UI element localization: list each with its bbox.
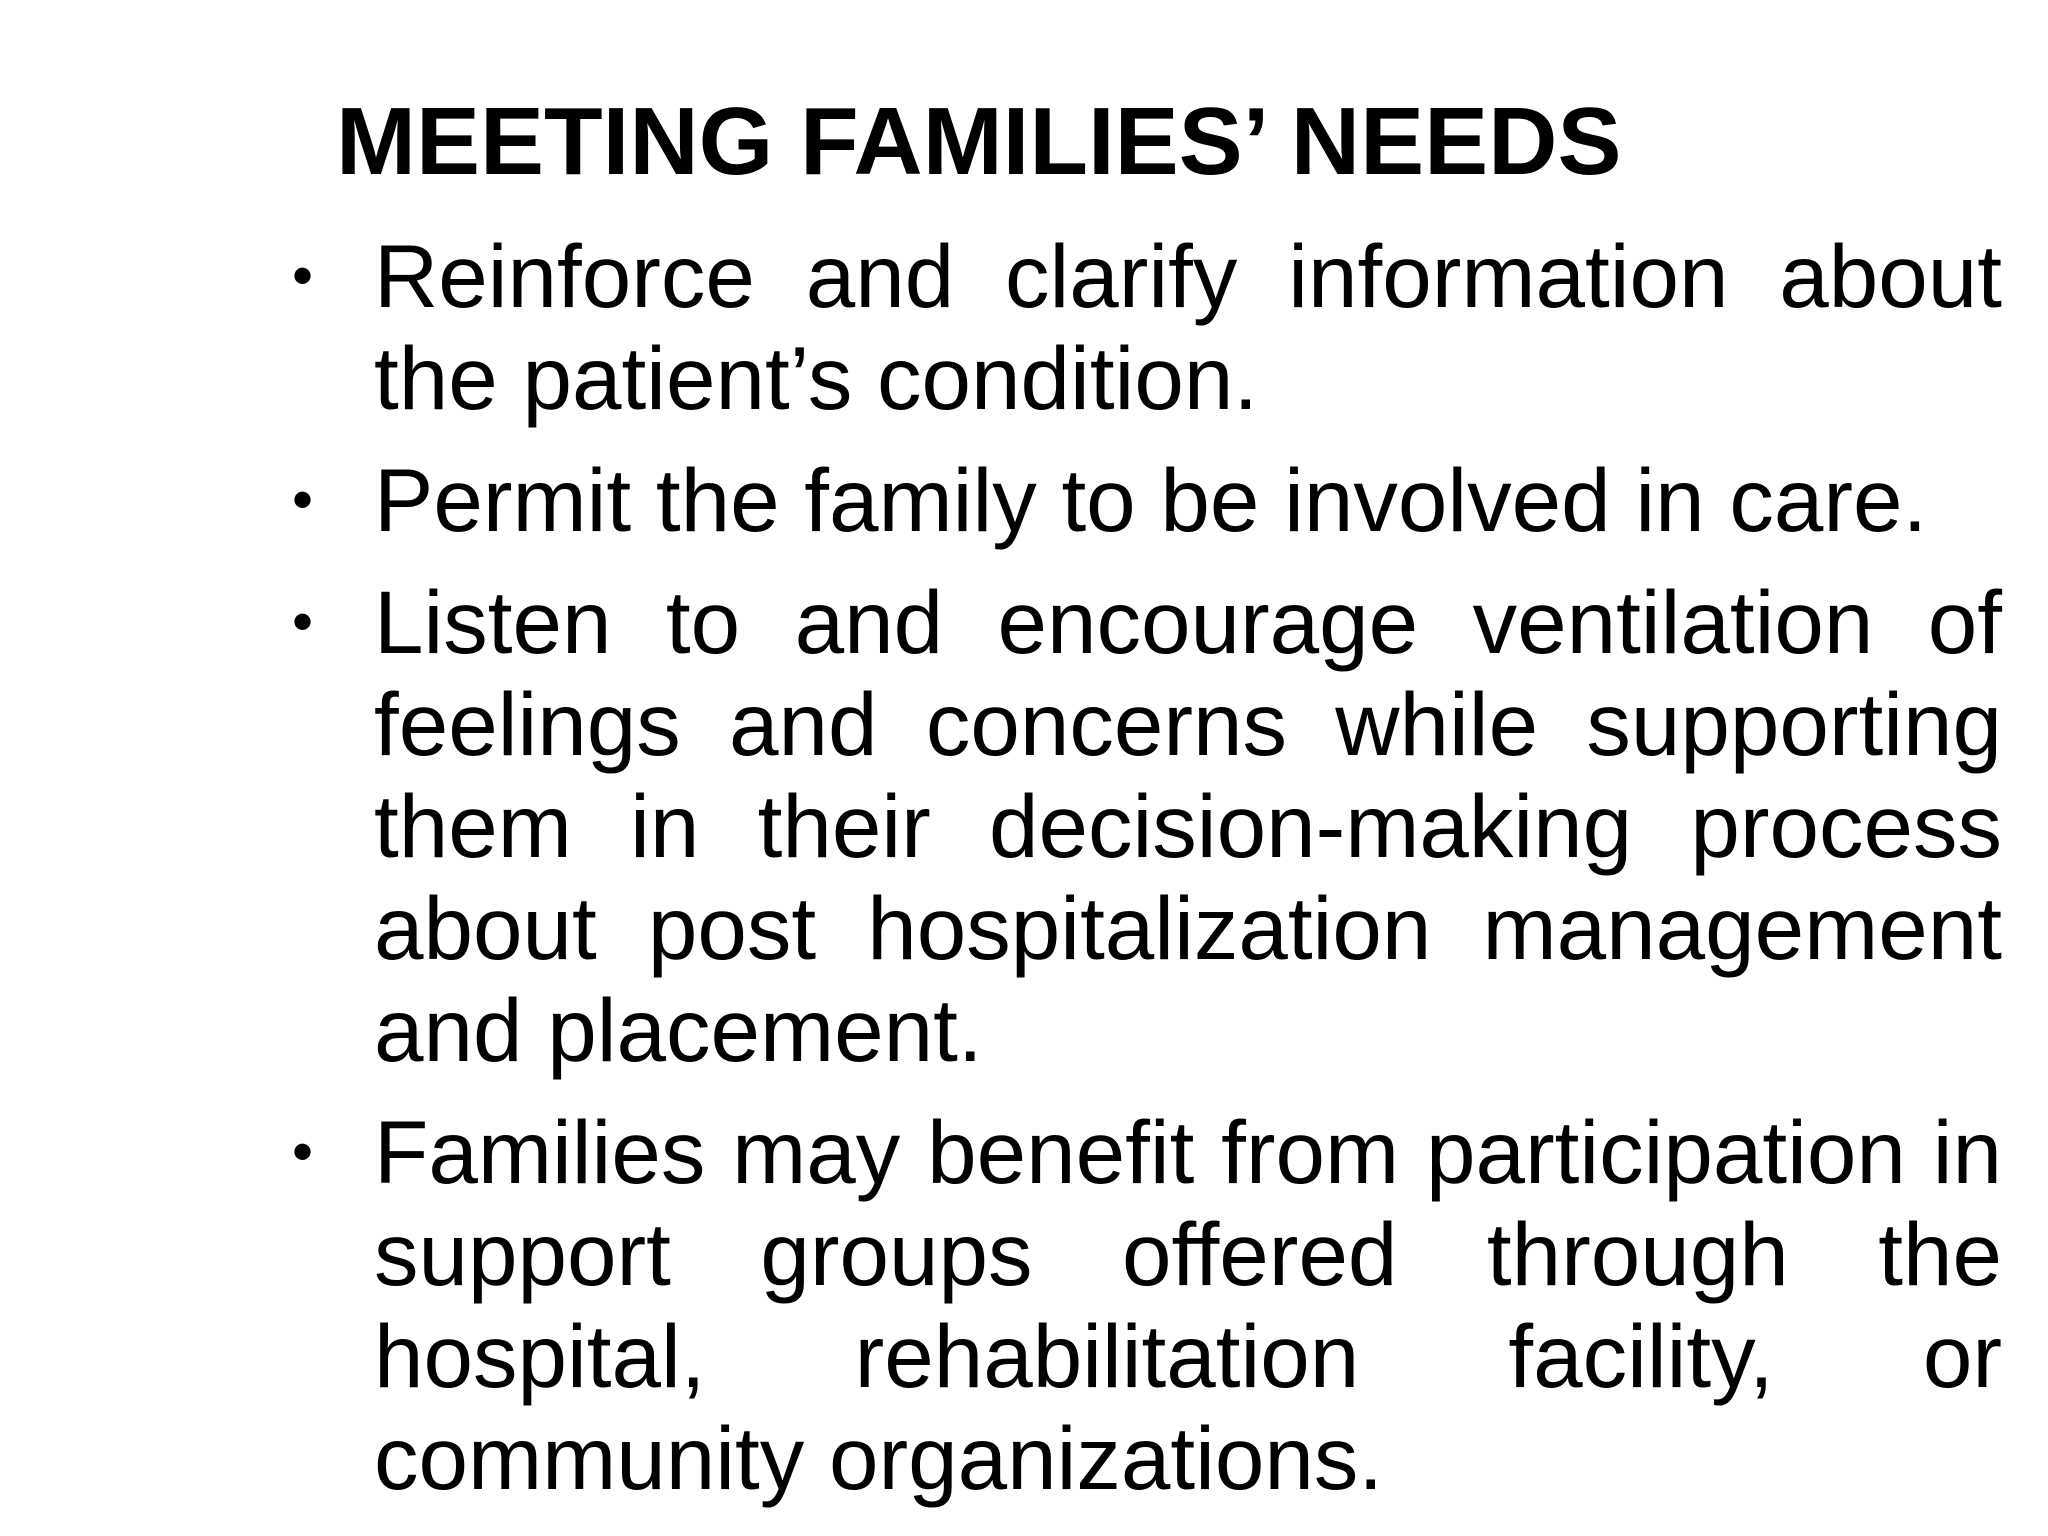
bullet-item <box>282 571 2002 1081</box>
bullet-marker: • <box>292 1118 314 1185</box>
bullet-list <box>282 225 2002 1529</box>
bullet-item <box>282 449 2002 551</box>
bullet-text: Reinforce and clarify information about the patient’s condition. <box>374 226 2002 428</box>
bullet-item <box>282 225 2002 429</box>
bullet-text: Permit the family to be involved in care. <box>374 450 1928 550</box>
bullet-text: Families may benefit from participation in support groups offered through the hospital, rehabilitation facility, or community organizations. <box>374 1102 2002 1508</box>
bullet-item <box>282 1101 2002 1509</box>
bullet-marker: • <box>292 242 314 309</box>
bullet-text: Listen to and encourage ventilation of feelings and concerns while supporting them in their decision-making process about post hospitalization management and placement. <box>374 572 2002 1080</box>
slide-title: MEETING FAMILIES’ NEEDS <box>336 88 1622 195</box>
bullet-marker: • <box>292 588 314 655</box>
bullet-marker: • <box>292 466 314 533</box>
